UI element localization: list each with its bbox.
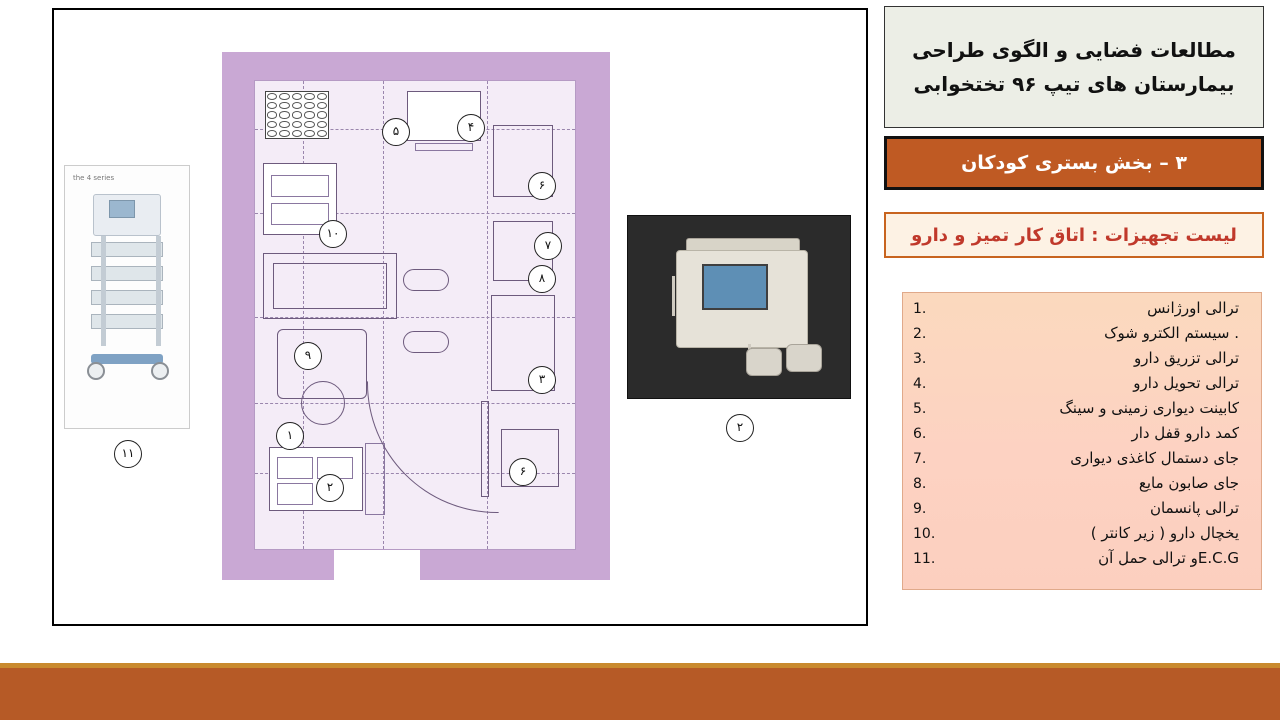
plan-marker-6: ۶ [528,172,556,200]
plan-marker-9: ۹ [294,342,322,370]
defib-paddle-2 [786,344,822,372]
equipment-photo-medical-cart [64,165,190,429]
defib-screen-shape [702,264,768,310]
fixture-sink-basin [301,381,345,425]
list-item-number: 11. [913,551,936,567]
fixture-bottom-unit-part-3 [277,483,313,505]
plan-marker-4: ۴ [457,114,485,142]
plan-marker-5: ۵ [382,118,410,146]
list-item-label: جای دستمال کاغذی دیواری [1070,449,1239,467]
list-item-label: ترالی تحویل دارو [1133,374,1239,392]
section-header-box [884,136,1264,190]
defib-paddle-1 [746,348,782,376]
section-header-label: ۳ – بخش بستری کودکان [961,152,1187,174]
list-item-number: 7. [913,451,927,467]
floor-plan-panel [52,8,868,626]
list-item-label: جای صابون مایع [1138,474,1239,492]
fixture-chair-2 [403,331,449,353]
equipment-photo-defibrillator [627,215,851,399]
fixture-wall-cabinet-grid [265,91,329,139]
list-item-number: 8. [913,476,927,492]
list-item [913,474,1245,499]
equipment-list [902,292,1262,590]
cart-base-shape [91,354,163,364]
room-entry-gap [334,550,420,580]
list-item-number: 5. [913,401,927,417]
plan-marker-2: ۲ [316,474,344,502]
list-item [913,524,1245,549]
plan-marker-1: ۱ [276,422,304,450]
room-outer-walls [222,52,610,580]
list-item-number: 9. [913,501,927,517]
list-item [913,424,1245,449]
plan-marker-6b: ۶ [509,458,537,486]
list-item-label: ترالی تزریق دارو [1134,349,1239,367]
list-item [913,399,1245,424]
plan-marker-8: ۸ [528,265,556,293]
list-item-number: 2. [913,326,927,342]
list-item-label: کمد دارو قفل دار [1131,424,1239,442]
plan-marker-3: ۳ [528,366,556,394]
title-line-1: مطالعات فضایی و الگوی طراحی [912,38,1236,62]
plan-marker-7: ۷ [534,232,562,260]
defib-cable-left [672,276,675,316]
list-item-label: E.C.Gو ترالی حمل آن [1098,549,1239,567]
list-item-number: 1. [913,301,927,317]
footer-bar [0,663,1280,720]
list-item [913,449,1245,474]
list-item [913,349,1245,374]
cart-screen-shape [109,200,135,218]
list-item [913,549,1245,574]
fixture-counter-drawer-1 [271,175,329,197]
fixture-bottom-unit-part-1 [277,457,313,479]
cart-frame-posts [101,236,161,346]
door-leaf [481,401,489,497]
list-item-number: 4. [913,376,927,392]
cart-wheel-left [87,362,105,380]
equipment-list-title-label: لیست تجهیزات : اتاق کار تمیز و دارو [911,224,1237,246]
plan-marker-10: ۱۰ [319,220,347,248]
fixture-table-top-edge [415,143,473,151]
list-item [913,299,1245,324]
list-item-label: . سیستم الکترو شوک [1104,324,1239,342]
list-item-label: ترالی اورژانس [1147,299,1239,317]
plan-marker-2-photo: ۲ [726,414,754,442]
cart-wheel-right [151,362,169,380]
fixture-counter-drawer-2 [271,203,329,225]
presentation-title-box [884,6,1264,128]
plan-marker-11: ۱۱ [114,440,142,468]
door-swing-arc [367,381,499,513]
list-item [913,499,1245,524]
fixture-work-table-inner [273,263,387,309]
list-item-label: ترالی پانسمان [1149,499,1239,517]
photo-caption-the-4-series: the 4 series [73,174,115,182]
equipment-list-title-box [884,212,1264,258]
list-item-number: 6. [913,426,927,442]
fixture-chair-1 [403,269,449,291]
list-item-label: یخچال دارو ( زیر کانتر ) [1090,524,1239,542]
list-item-number: 3. [913,351,927,367]
title-line-2: بیمارستان های تیپ ۹۶ تختخوابی [913,72,1235,96]
list-item-label: کابینت دیواری زمینی و سینگ [1059,399,1239,417]
fixture-bottom-side-unit [365,443,385,515]
list-item [913,374,1245,399]
list-item [913,324,1245,349]
list-item-number: 10. [913,526,936,542]
